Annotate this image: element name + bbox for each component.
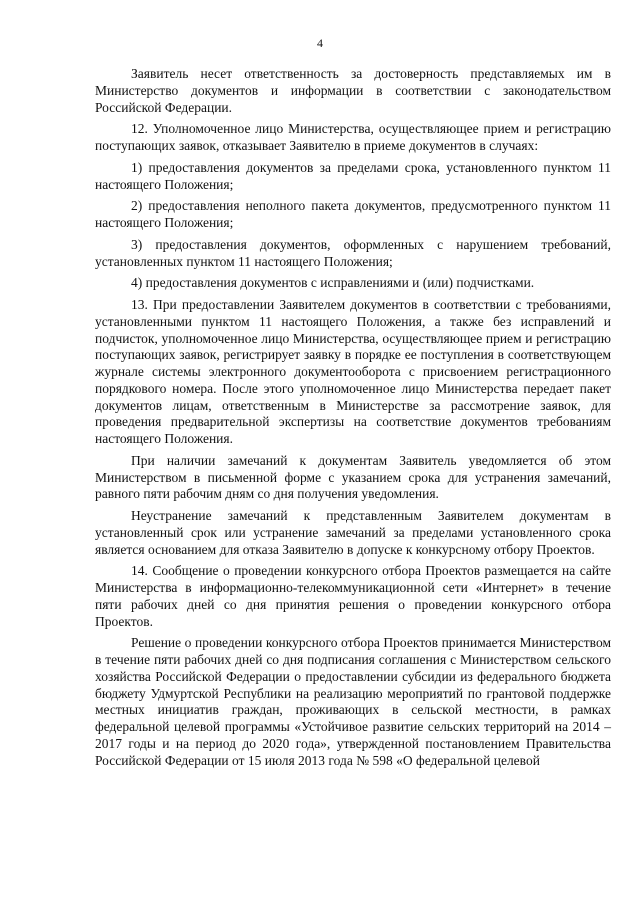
list-item-2: 2) предоставления неполного пакета документов, предусмотренного пунктом 11 настоящего Положения;	[95, 198, 611, 230]
document-body	[95, 66, 611, 774]
paragraph-decision: Решение о проведении конкурсного отбора Проектов принимается Министерством в течение пяти рабочих дней со дня подписания соглашения с Министерством сельского хозяйства Российской Федерации о предоставлении субсидии из федерального бюджета бюджету Удмуртской Республики на реализацию мероприятий по грантовой поддержке местных инициатив граждан, проживающих в сельской местности, в рамках федеральной целевой программы «Устойчивое развитие сельских территорий на 2014 – 2017 годы и на период до 2020 года», утвержденной постановлением Правительства Российской Федерации от 15 июля 2013 года № 598 «О федеральной целевой	[95, 635, 611, 768]
page-number: 4	[317, 36, 323, 50]
paragraph-14-announcement: 14. Сообщение о проведении конкурсного отбора Проектов размещается на сайте Министерства в информационно-телекоммуникационной сети «Интернет» в течение пяти рабочих дней со дня принятия решения о проведении конкурсного отбора Проектов.	[95, 563, 611, 629]
list-item-3: 3) предоставления документов, оформленных с нарушением требований, установленных пунктом 11 настоящего Положения;	[95, 236, 611, 269]
paragraph-remarks-notification: При наличии замечаний к документам Заявитель уведомляется об этом Министерством в письменной форме с указанием срока для устранения замечаний, равного пяти рабочим дням со дня получения уведомления.	[95, 452, 611, 502]
list-item-4: 4) предоставления документов с исправлениями и (или) подчистками.	[131, 275, 535, 291]
paragraph-non-elimination: Неустранение замечаний к представленным Заявителем документам в установленный срок или устранение замечаний за пределами установленного срока является основанием для отказа Заявителю в допуске к конкурсному отбору Проектов.	[95, 508, 611, 557]
paragraph-12-refusal-grounds: 12. Уполномоченное лицо Министерства, осуществляющее прием и регистрацию поступающих заявок, отказывает Заявителю в приеме документов в случаях:	[95, 121, 611, 153]
list-item-1: 1) предоставления документов за пределами срока, установленного пунктом 11 настоящего Положения;	[95, 159, 611, 192]
paragraph-13-registration: 13. При предоставлении Заявителем документов в соответствии с требованиями, установленными пунктом 11 настоящего Положения, а также без исправлений и подчисток, уполномоченное лицо Министерства, осуществляющее прием и регистрацию поступающих заявок, регистрирует заявку в порядке ее поступления в соответствующем журнале системы электронного документооборота с присвоением регистрационного порядкового номера. После этого уполномоченное лицо Министерства передает пакет документов лицам, ответственным в Министерстве за рассмотрение заявок, для проведения предварительной экспертизы на соответствие документов требованиям настоящего Положения.	[95, 297, 611, 446]
paragraph-applicant-responsibility: Заявитель несет ответственность за достоверность представляемых им в Министерство документов и информации в соответствии с законодательством Российской Федерации.	[95, 66, 611, 115]
